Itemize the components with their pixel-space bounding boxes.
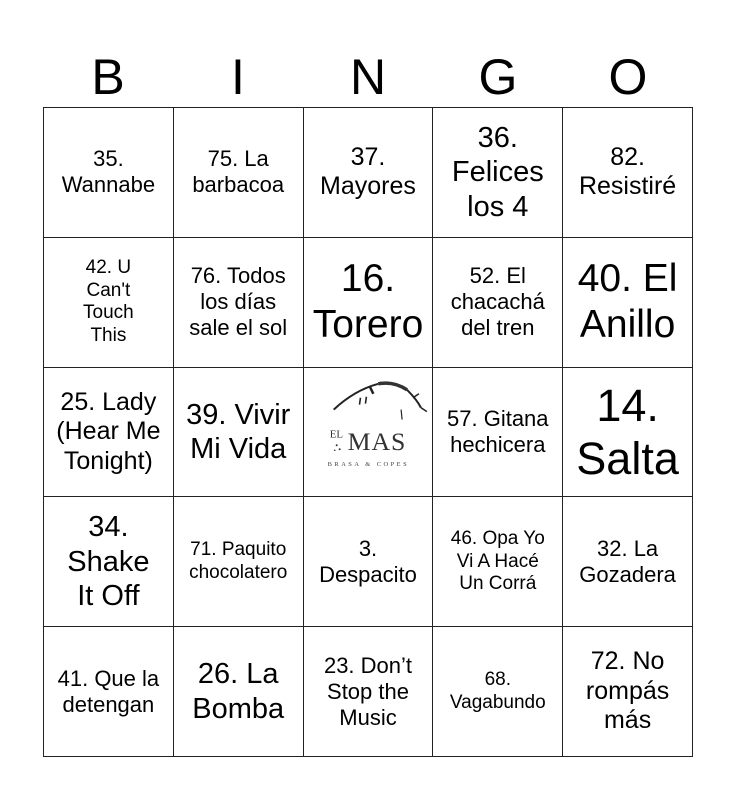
bingo-cell[interactable]	[304, 627, 434, 757]
restaurant-logo-icon	[304, 368, 433, 497]
bingo-cell[interactable]	[433, 497, 563, 627]
cell-label: 76. Todos los días sale el sol	[189, 263, 288, 341]
cell-label: 25. Lady (Hear Me Tonight)	[56, 387, 161, 475]
bingo-cell[interactable]	[433, 368, 563, 498]
free-space-logo[interactable]	[304, 368, 434, 498]
bingo-cell[interactable]	[174, 497, 304, 627]
cell-label: 82. Resistiré	[578, 142, 677, 201]
cell-label: 34. Shake It Off	[67, 511, 150, 612]
cell-label: 75. La barbacoa	[192, 146, 285, 198]
cell-label: 26. La Bomba	[192, 658, 285, 725]
logo-el-text: EL	[329, 427, 343, 440]
cell-label: 41. Que la detengan	[57, 665, 160, 717]
cell-label: 52. El chacachá del tren	[450, 263, 545, 341]
cell-label: 3. Despacito	[319, 535, 417, 587]
cell-label: 39. Vivir Mi Vida	[186, 398, 291, 465]
cell-label: 72. No rompás más	[585, 647, 670, 735]
cell-label: 37. Mayores	[320, 142, 416, 201]
bingo-cell[interactable]	[44, 368, 174, 498]
cell-label: 57. Gitana hechicera	[447, 406, 549, 457]
bingo-header	[43, 48, 693, 106]
bingo-cell[interactable]	[174, 627, 304, 757]
cell-label: 35. Wannabe	[61, 146, 156, 198]
bingo-cell[interactable]	[433, 627, 563, 757]
bingo-cell[interactable]	[174, 368, 304, 498]
cell-label: 36. Felices los 4	[451, 122, 544, 223]
cell-label: 68. Vagabundo	[449, 669, 546, 713]
bingo-cell[interactable]	[563, 238, 693, 368]
header-letter-g: G	[478, 49, 518, 105]
bingo-cell[interactable]	[563, 368, 693, 498]
bingo-cell[interactable]	[174, 238, 304, 368]
bingo-cell[interactable]	[433, 238, 563, 368]
bingo-cell[interactable]	[433, 108, 563, 238]
header-letter-n: N	[349, 49, 387, 105]
bingo-cell[interactable]	[563, 627, 693, 757]
cell-label: 32. La Gozadera	[579, 535, 676, 587]
cell-label: 40. El Anillo	[577, 257, 678, 347]
bingo-cell[interactable]	[304, 238, 434, 368]
logo-mas-text: MAS	[347, 426, 406, 456]
bingo-card-grid	[43, 107, 693, 757]
bingo-cell[interactable]	[44, 497, 174, 627]
header-letter-o: O	[608, 49, 648, 105]
cell-label: 42. U Can't Touch This	[83, 257, 134, 346]
bingo-cell[interactable]	[563, 108, 693, 238]
header-letter-i: I	[231, 49, 245, 105]
cell-label: 46. Opa Yo Vi A Hacé Un Corrá	[450, 528, 545, 594]
bingo-cell[interactable]	[174, 108, 304, 238]
bingo-cell[interactable]	[563, 497, 693, 627]
cell-label: 23. Don’t Stop the Music	[323, 652, 413, 730]
header-letter-b: B	[91, 49, 125, 105]
bingo-cell[interactable]	[44, 627, 174, 757]
cell-label: 14. Salta	[576, 379, 679, 484]
logo-tagline: BRASA & COPES	[327, 460, 409, 468]
bingo-cell[interactable]	[304, 497, 434, 627]
cell-label: 71. Paquito chocolatero	[189, 539, 288, 583]
bingo-cell[interactable]	[304, 108, 434, 238]
bingo-cell[interactable]	[44, 108, 174, 238]
cell-label: 16. Torero	[312, 257, 424, 347]
bingo-cell[interactable]	[44, 238, 174, 368]
